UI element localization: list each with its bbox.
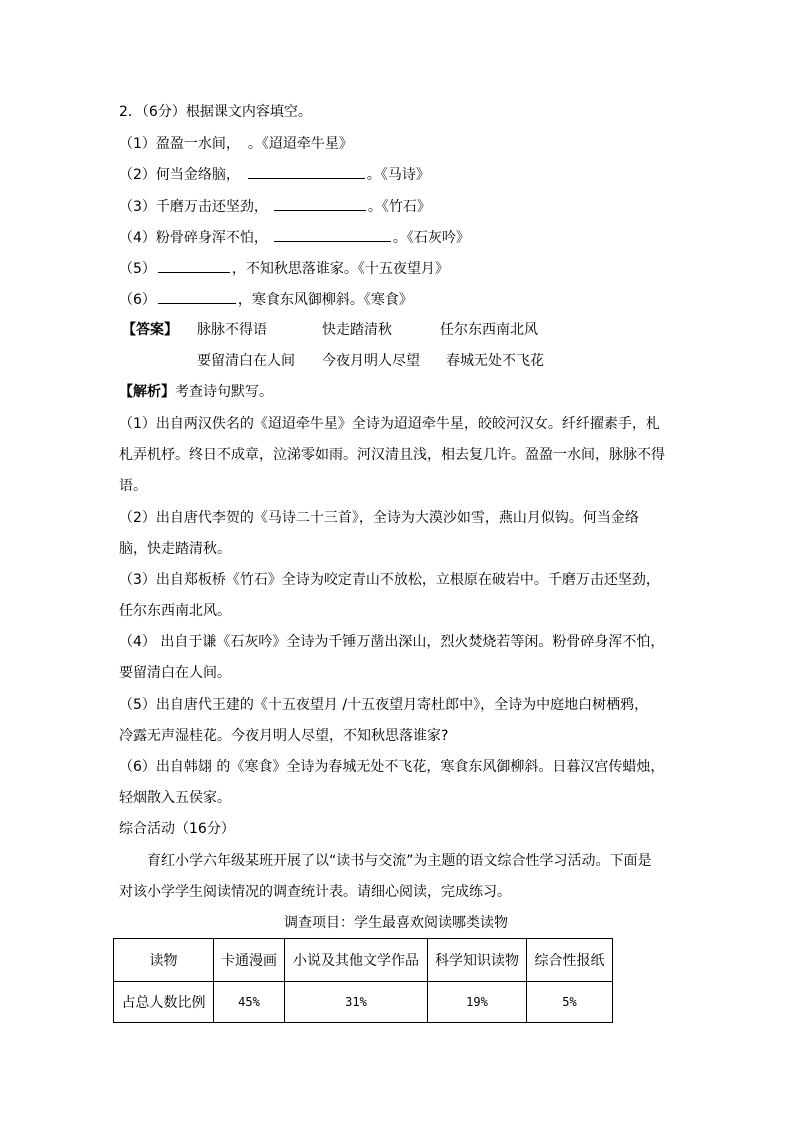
survey-table [113,938,613,1023]
analysis-line: （3）出自郑板桥《竹石》全诗为咬定青山不放松，立根原在破岩中。千磨万击还坚劲， [119,572,660,588]
table-header-cell: 卡通漫画 [214,939,285,982]
answer-blank[interactable] [158,289,236,304]
fill-item-4 [119,227,470,247]
table-cell: 5% [527,982,613,1023]
fill-prefix: （1）盈盈一水间， [119,136,240,152]
activity-intro-line: 对该小学学生阅读情况的调查统计表。请细心阅读，完成练习。 [119,884,511,900]
fill-prefix: （3）千磨万击还坚劲， [119,199,268,215]
analysis-line: （5）出自唐代王建的《十五夜望月 /十五夜望月寄杜郎中》，全诗为中庭地白树栖鸦， [119,697,649,713]
fill-prefix: （6） [119,292,156,308]
fill-prefix: （4）粉骨碎身浑不怕， [119,230,268,246]
fill-item-5 [119,258,449,278]
answer-label: 【答案】 [122,322,178,338]
answer-item: 快走踏清秋 [322,322,392,338]
table-title: 调查项目：学生最喜欢阅读哪类读物 [284,915,508,931]
analysis-line: 要留清白在人间。 [119,665,231,681]
fill-suffix: ，寒食东风御柳斜。《寒食》 [237,292,413,308]
fill-item-3 [119,196,431,216]
table-row-label: 占总人数比例 [114,982,214,1023]
table-header-cell: 读物 [114,939,214,982]
table-cell: 19% [428,982,527,1023]
analysis-heading [119,382,273,402]
analysis-label: 【解析】 [119,384,175,400]
fill-prefix: （2）何当金络脑， [119,167,240,183]
analysis-line: 轻烟散入五侯家。 [119,790,231,806]
table-cell: 31% [285,982,428,1023]
answer-blank[interactable] [274,227,391,242]
table-row [114,982,613,1023]
answer-item: 春城无处不飞花 [446,353,544,369]
table-header-cell: 综合性报纸 [527,939,613,982]
fill-prefix: （5） [119,261,156,277]
analysis-line: 冷露无声湿桂花。今夜月明人尽望，不知秋思落谁家? [119,728,449,744]
fill-suffix: 。《竹石》 [367,199,431,215]
answer-item: 今夜月明人尽望 [322,353,420,369]
analysis-line: （2）出自唐代李贺的《马诗二十三首》，全诗为大漠沙如雪，燕山月似钩。何当金络 [119,510,639,526]
answer-item: 要留清白在人间 [197,353,295,369]
fill-suffix: 。《石灰吟》 [392,230,470,246]
analysis-line: 札弄机杼。终日不成章，泣涕零如雨。河汉清且浅，相去复几许。盈盈一水间，脉脉不得 [119,447,665,463]
fill-suffix: 。《马诗》 [366,167,430,183]
question-title: 2．（6分）根据课文内容填空。 [119,104,312,120]
analysis-line: 语。 [119,478,147,494]
table-header-cell: 科学知识读物 [428,939,527,982]
answer-item: 脉脉不得语 [197,322,267,338]
analysis-line: （6）出自韩翃 的《寒食》全诗为春城无处不飞花，寒食东风御柳斜。日暮汉宫传蜡烛， [119,759,665,775]
fill-suffix: ，不知秋思落谁家。《十五夜望月》 [231,261,449,277]
analysis-line: （4） 出自于谦《石灰吟》全诗为千锤万凿出深山，烈火焚烧若等闲。粉骨碎身浑不怕， [119,634,665,650]
activity-intro-line: 育红小学六年级某班开展了以“读书与交流”为主题的语文综合性学习活动。下面是 [147,853,652,869]
analysis-line: （1）出自两汉佚名的《迢迢牵牛星》全诗为迢迢牵牛星，皎皎河汉女。纤纤擢素手，札 [119,416,660,432]
activity-title: 综合活动（16分） [119,821,235,837]
answer-item: 任尔东西南北风 [440,322,538,338]
table-header-row [114,939,613,982]
answer-blank[interactable] [274,196,366,211]
analysis-intro: 考查诗句默写。 [175,384,273,400]
answer-blank[interactable] [158,258,230,273]
fill-item-1 [119,133,353,153]
table-cell: 45% [214,982,285,1023]
fill-suffix: 。《迢迢牵牛星》 [247,136,353,152]
table-header-cell: 小说及其他文学作品 [285,939,428,982]
analysis-line: 任尔东西南北风。 [119,603,231,619]
analysis-line: 脑，快走踏清秋。 [119,541,231,557]
fill-item-6 [119,289,413,309]
answer-blank[interactable] [248,164,365,179]
fill-item-2 [119,164,430,184]
